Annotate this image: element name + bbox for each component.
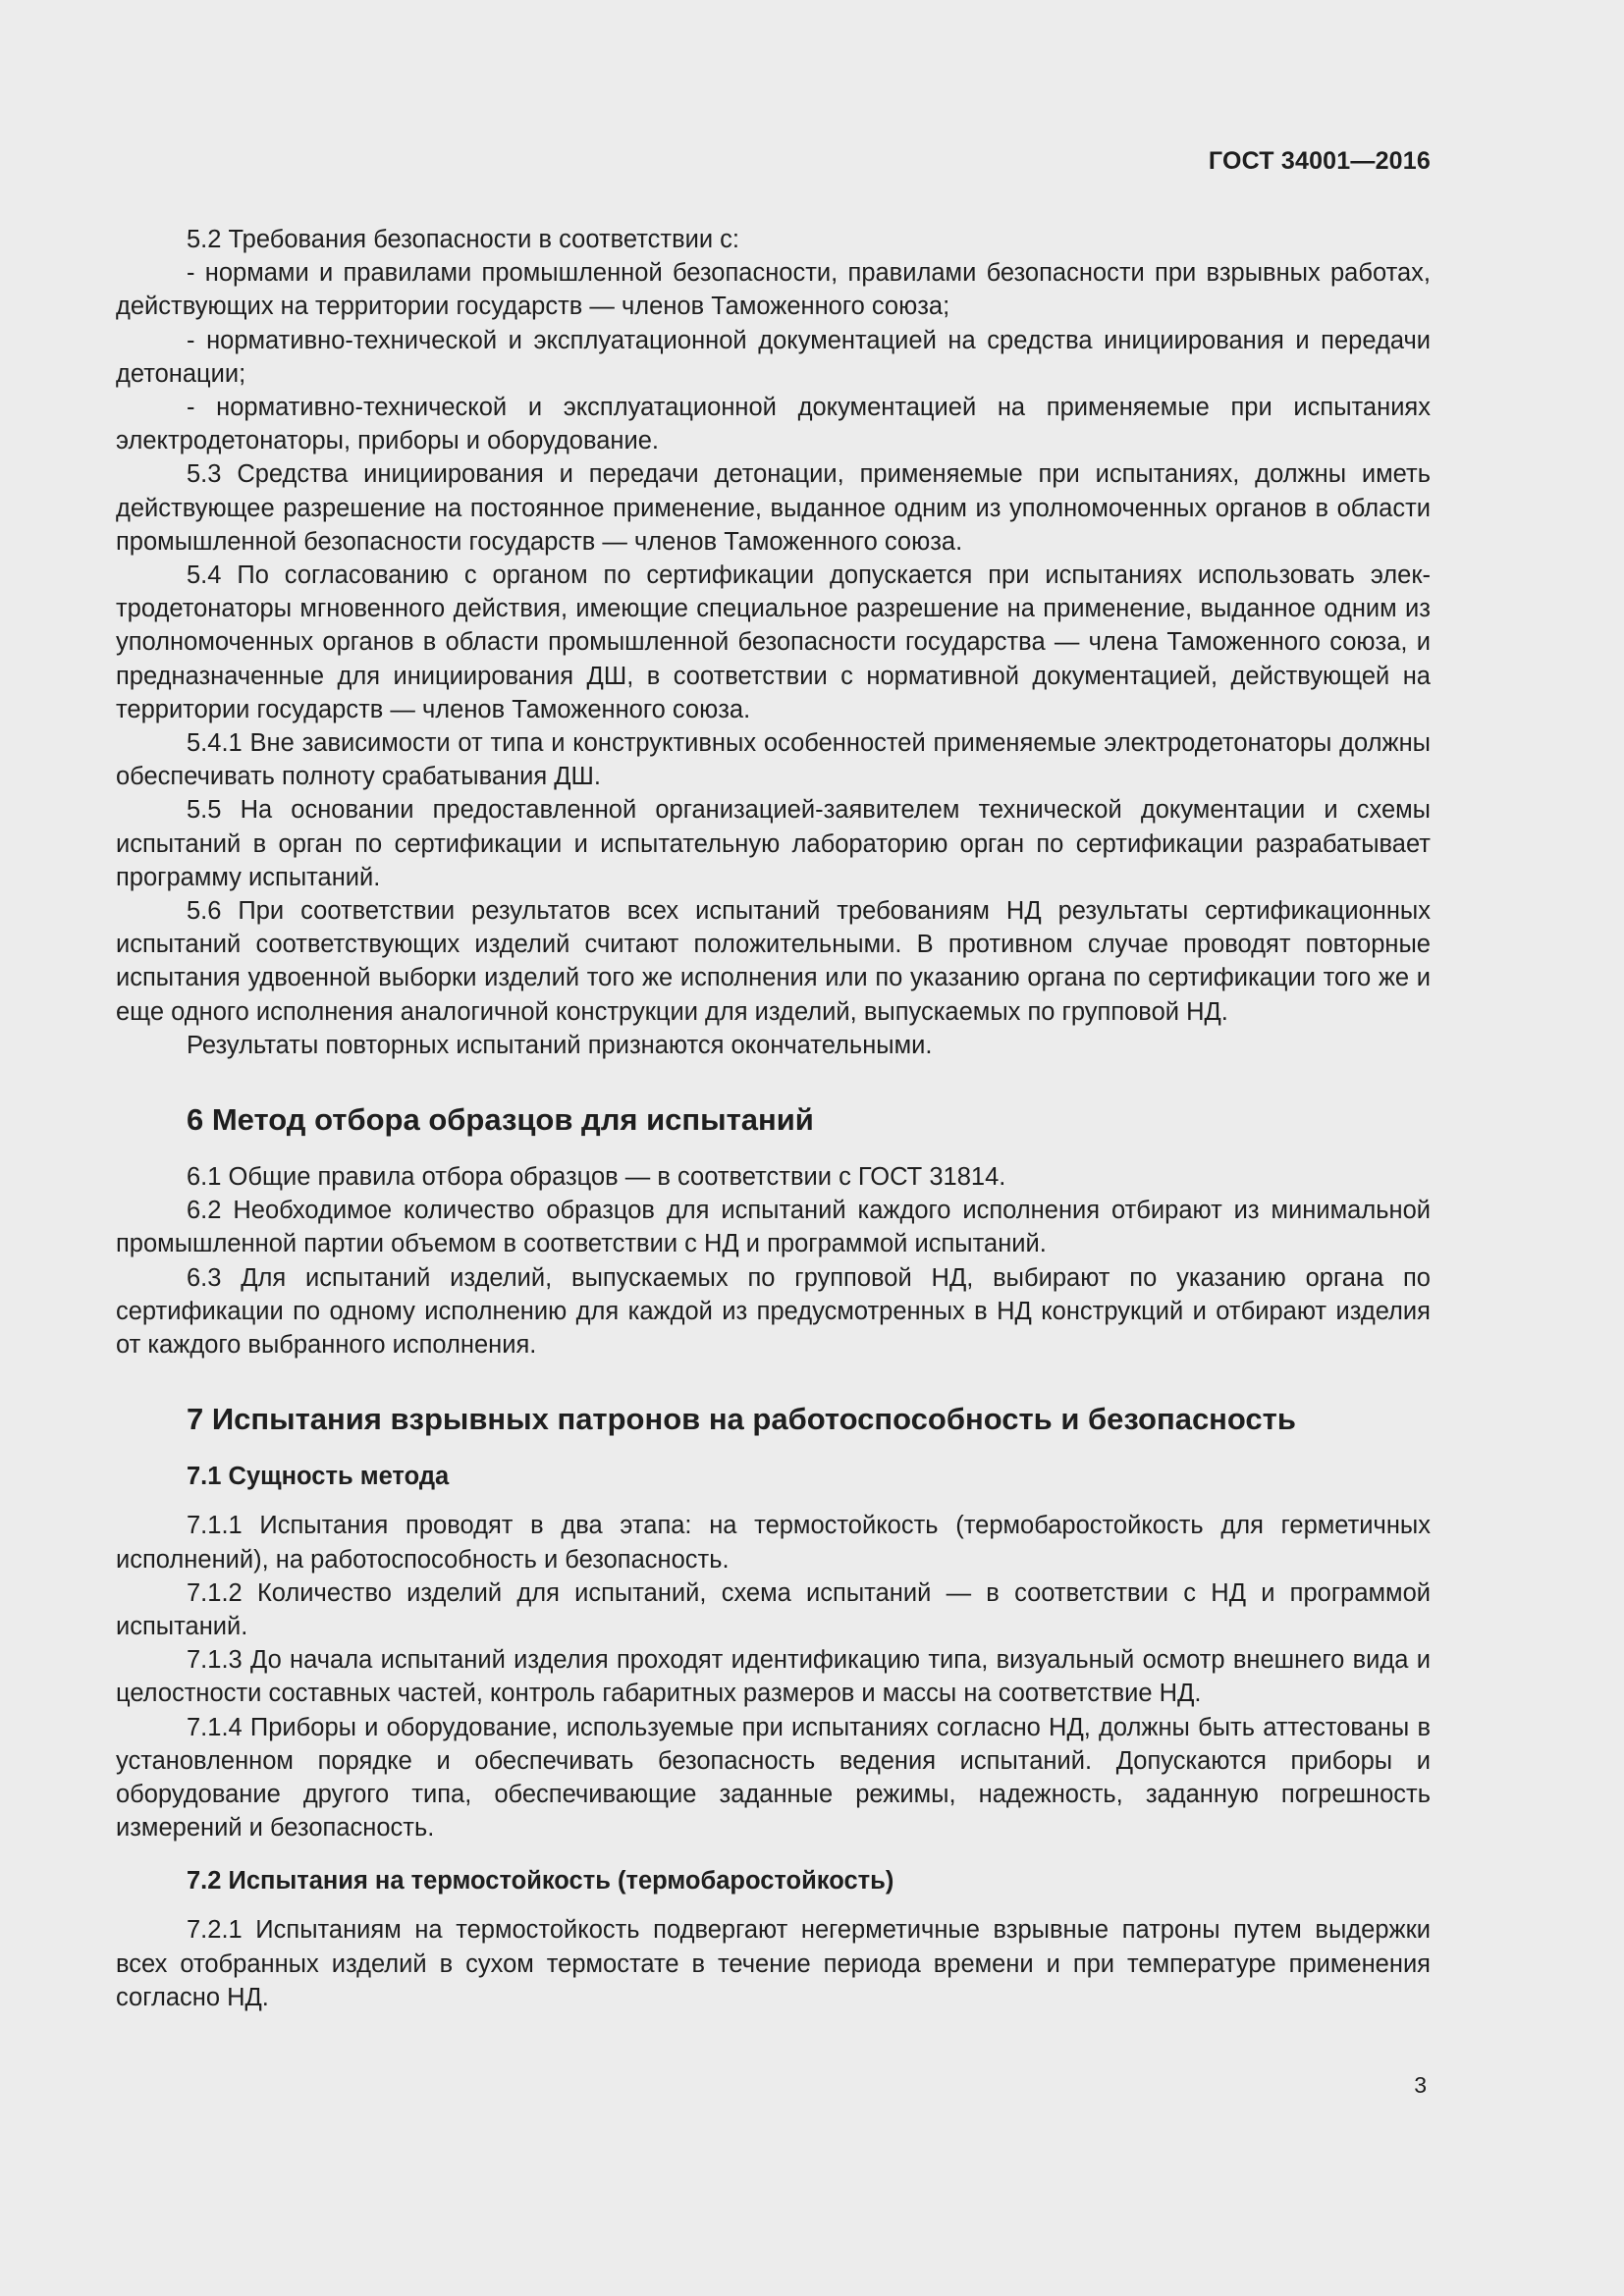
paragraph-6-3: 6.3 Для испытаний изделий, выпускаемых по групповой НД, выбирают по указанию органа по сертификации по одному исполнению для каждой из предусмотренных в НД конструкций и отбирают изделия от каждого выбранного исполнения. xyxy=(116,1263,1431,1360)
paragraph-5-2-item-b: - нормативно-технической и эксплуатационной документацией на средства инициирования и передачи детонации; xyxy=(116,326,1431,388)
paragraph-5-4: 5.4 По согласованию с органом по сертификации допускается при испытаниях использовать электродетонаторы мгновенного действия, имеющие специальное разрешение на применение, выданное одним из уполномоченных органов в области промышленной безопасности государства — члена Таможенного союза, и предназначенные для инициирования ДШ, в соответствии с нормативной документацией, действующей на территории государств — членов Таможенного союза. xyxy=(116,561,1431,723)
paragraph-5-4-1: 5.4.1 Вне зависимости от типа и конструктивных особенностей применяемые электродетонаторы должны обеспечивать полноту срабатывания ДШ. xyxy=(116,729,1431,791)
paragraph-6-1: 6.1 Общие правила отбора образцов — в соответствии с ГОСТ 31814. xyxy=(187,1163,1006,1192)
paragraph-7-1-3: 7.1.3 До начала испытаний изделия проходят идентификацию типа, визуальный осмотр внешнего вида и целостности составных частей, контроль габаритных размеров и массы на соответствие НД. xyxy=(116,1646,1431,1708)
section-6-heading: 6 Метод отбора образцов для испытаний xyxy=(187,1102,814,1138)
paragraph-5-2: 5.2 Требования безопасности в соответствии с: xyxy=(187,226,740,253)
paragraph-7-2-1: 7.2.1 Испытаниям на термостойкость подвергают негерметичные взрывные патроны путем выдержки всех отобранных изделий в сухом термостате в течение периода времени и при температуре применения согласно НД. xyxy=(116,1916,1431,2011)
paragraph-5-6-result: Результаты повторных испытаний признаются окончательными. xyxy=(187,1031,933,1059)
section-7-heading: 7 Испытания взрывных патронов на работоспособность и безопасность xyxy=(187,1402,1296,1437)
page-number: 3 xyxy=(1414,2072,1427,2098)
paragraph-7-1-4: 7.1.4 Приборы и оборудование, используемые при испытаниях согласно НД, должны быть аттестованы в установленном порядке и обеспечивать безопасность ведения испытаний. Допускаются приборы и оборудование другого типа, обеспечивающие заданные режимы, надежность, заданную погрешность измерений и безопасность. xyxy=(116,1713,1431,1842)
paragraph-6-2: 6.2 Необходимое количество образцов для испытаний каждого исполнения отбирают из минимальной промышленной партии объемом в соответствии с НД и программой испытаний. xyxy=(116,1197,1431,1258)
paragraph-7-1-1: 7.1.1 Испытания проводят в два этапа: на термостойкость (термобаростойкость для герметичных исполнений), на работоспособность и безопасность. xyxy=(116,1512,1431,1574)
subsection-7-1-heading: 7.1 Сущность метода xyxy=(187,1463,450,1491)
paragraph-5-2-item-a: - нормами и правилами промышленной безопасности, правилами безопасности при взрывных работах, действующих на территории государств — членов Таможенного союза; xyxy=(116,259,1431,321)
paragraph-5-5: 5.5 На основании предоставленной организацией-заявителем технической документации и схемы испытаний в орган по сертификации и испытательную лабораторию орган по сертификации разрабатывает программу испытаний. xyxy=(116,796,1431,891)
paragraph-5-6: 5.6 При соответствии результатов всех испытаний требованиям НД результаты сертификационных испытаний соответствующих изделий считают положительными. В противном случае проводят повторные испытания удвоенной выборки изделий того же исполнения или по указанию органа по сертификации того же и еще одного исполнения аналогичной конструкции для изделий, выпускаемых по групповой НД. xyxy=(116,897,1431,1026)
document-body xyxy=(116,223,1431,2014)
paragraph-5-2-item-c: - нормативно-технической и эксплуатационной документацией на применяемые при испытаниях электродетонаторы, приборы и оборудование. xyxy=(116,394,1431,455)
paragraph-7-1-2: 7.1.2 Количество изделий для испытаний, схема испытаний — в соответствии с НД и программой испытаний. xyxy=(116,1578,1431,1640)
paragraph-5-3: 5.3 Средства инициирования и передачи детонации, применяемые при испытаниях, должны иметь действующее разрешение на постоянное применение, выданное одним из уполномоченных органов в области промышленной безопасности государств — членов Таможенного союза. xyxy=(116,460,1431,556)
standard-code-header: ГОСТ 34001—2016 xyxy=(1208,147,1431,175)
subsection-7-2-heading: 7.2 Испытания на термостойкость (термобаростойкость) xyxy=(187,1867,894,1896)
